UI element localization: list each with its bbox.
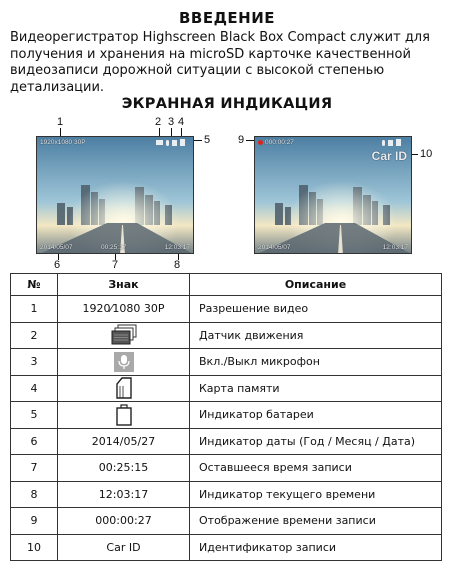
row-sign: 2014/05/27 xyxy=(58,428,190,455)
osd-recording-time: 000:00:27 xyxy=(265,139,294,146)
table-row xyxy=(11,455,442,482)
table-row xyxy=(11,349,442,376)
recording-dot-icon xyxy=(258,140,263,145)
motion-sensor-icon xyxy=(156,140,163,145)
callout-1: 1 xyxy=(57,116,64,128)
header-number: № xyxy=(11,274,58,296)
callout-8: 8 xyxy=(174,259,181,271)
osd-status-icons xyxy=(382,139,401,146)
screen-preview-left xyxy=(36,136,194,254)
screen-preview-right xyxy=(254,136,412,254)
table-header-row xyxy=(11,274,442,296)
osd-clock: 12:03:17 xyxy=(382,244,408,251)
osd-date: 2014/05/07 xyxy=(40,244,73,251)
page-heading: ВВЕДЕНИЕ xyxy=(178,9,276,27)
row-sign xyxy=(58,322,190,349)
callout-9: 9 xyxy=(238,134,245,146)
battery-icon xyxy=(115,404,133,426)
osd-clock: 12:03:17 xyxy=(164,244,190,251)
row-number: 9 xyxy=(11,508,58,535)
table-row xyxy=(11,296,442,323)
row-sign: Car ID xyxy=(58,534,190,561)
row-number: 2 xyxy=(11,322,58,349)
microphone-icon xyxy=(114,352,134,372)
row-description: Датчик движения xyxy=(190,322,442,349)
memory-card-icon xyxy=(115,377,133,399)
row-description: Отображение времени записи xyxy=(190,508,442,535)
battery-icon xyxy=(180,139,185,146)
row-number: 3 xyxy=(11,349,58,376)
row-number: 8 xyxy=(11,481,58,508)
motion-sensor-icon xyxy=(109,324,139,346)
battery-icon xyxy=(396,139,401,146)
row-number: 1 xyxy=(11,296,58,323)
row-sign: 000:00:27 xyxy=(58,508,190,535)
callout-10: 10 xyxy=(420,148,433,160)
table-row xyxy=(11,375,442,402)
row-description: Оставшееся время записи xyxy=(190,455,442,482)
row-description: Индикатор батареи xyxy=(190,402,442,429)
row-number: 5 xyxy=(11,402,58,429)
table-row xyxy=(11,322,442,349)
row-sign: 00:25:15 xyxy=(58,455,190,482)
city-sunset-image xyxy=(37,137,194,254)
microphone-icon xyxy=(382,140,385,146)
row-description: Индикатор текущего времени xyxy=(190,481,442,508)
row-description: Индикатор даты (Год / Месяц / Дата) xyxy=(190,428,442,455)
table-row xyxy=(11,402,442,429)
microphone-icon xyxy=(166,140,169,146)
indication-legend-table xyxy=(10,273,442,561)
callout-7: 7 xyxy=(112,259,119,271)
table-row xyxy=(11,428,442,455)
memory-card-icon xyxy=(388,140,393,146)
callout-3: 3 xyxy=(168,116,175,128)
callout-2: 2 xyxy=(155,116,162,128)
row-number: 4 xyxy=(11,375,58,402)
osd-date: 2014/05/07 xyxy=(258,244,291,251)
row-number: 7 xyxy=(11,455,58,482)
osd-remaining-time: 00:25:17 xyxy=(101,244,127,251)
row-description: Идентификатор записи xyxy=(190,534,442,561)
intro-paragraph: Видеорегистратор Highscreen Black Box Compact служит для получения и хранения на microSD карточке качественной видеозаписи дорожной ситуации с высокой степенью детализации. xyxy=(10,30,430,95)
header-sign: Знак xyxy=(58,274,190,296)
callout-4: 4 xyxy=(178,116,185,128)
row-description: Вкл./Выкл микрофон xyxy=(190,349,442,376)
row-description: Разрешение видео xyxy=(190,296,442,323)
callout-5: 5 xyxy=(204,134,211,146)
row-description: Карта памяти xyxy=(190,375,442,402)
callout-line xyxy=(193,140,202,141)
row-number: 6 xyxy=(11,428,58,455)
table-row xyxy=(11,481,442,508)
row-number: 10 xyxy=(11,534,58,561)
row-sign xyxy=(58,402,190,429)
table-row xyxy=(11,534,442,561)
memory-card-icon xyxy=(172,140,177,146)
row-sign xyxy=(58,375,190,402)
row-sign xyxy=(58,349,190,376)
table-row xyxy=(11,508,442,535)
osd-resolution: 1920x1080 30P xyxy=(40,139,86,146)
header-description: Описание xyxy=(190,274,442,296)
row-sign: 1920⁄1080 30P xyxy=(58,296,190,323)
row-sign: 12:03:17 xyxy=(58,481,190,508)
callout-6: 6 xyxy=(54,259,61,271)
osd-car-id: Car ID xyxy=(371,149,407,163)
section-title: ЭКРАННАЯ ИНДИКАЦИЯ xyxy=(121,96,333,112)
osd-status-icons xyxy=(156,139,185,146)
